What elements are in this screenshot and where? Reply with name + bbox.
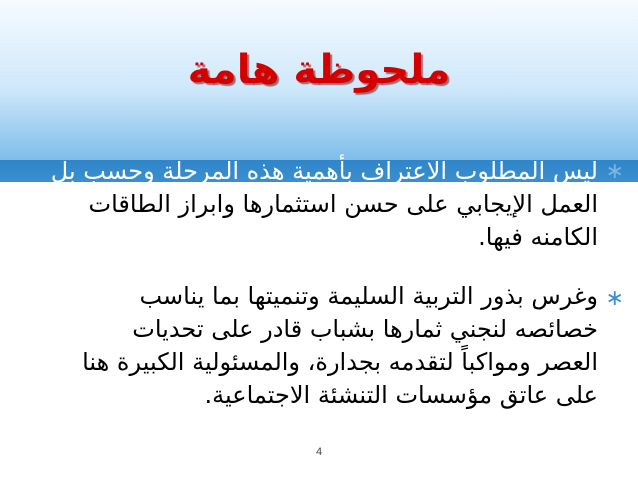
bullet-icon: ∗ <box>605 286 624 311</box>
page-number: 4 <box>315 446 323 458</box>
paragraph-1-line-2: العمل الإيجابي على حسن استثمارها وابراز الطاقات <box>88 190 598 218</box>
paragraph-2-line-3: العصر ومواكباً لتقدمه بجدارة، والمسئولية الكبيرة هنا <box>82 348 598 376</box>
paragraph-2 <box>28 280 598 412</box>
paragraph-2-line-1: وغرس بذور التربية السليمة وتنميتها بما يناسب <box>139 282 598 310</box>
paragraph-2-line-4: على عاتق مؤسسات التنشئة الاجتماعية. <box>204 381 598 409</box>
paragraph-1-line-1: ليس المطلوب الاعتراف بأهمية هذه المرحلة وحسب بل <box>50 157 598 185</box>
paragraph-2-line-2: خصائصه لنجني ثمارها بشباب قادر على تحديات <box>132 315 598 343</box>
paragraph-1 <box>28 155 598 254</box>
bullet-icon: ∗ <box>605 159 624 184</box>
slide-title: ملحوظة هامة <box>187 47 451 93</box>
paragraph-1-line-3: الكامنه فيها. <box>478 223 598 251</box>
